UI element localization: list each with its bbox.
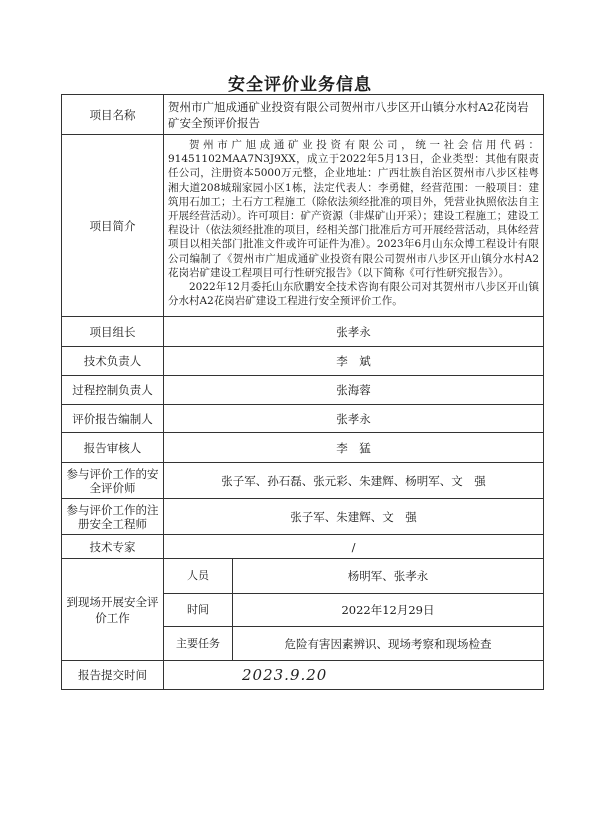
- row-team-leader: [62, 317, 544, 347]
- tech-lead-label: 技术负责人: [62, 347, 164, 376]
- row-tech-expert: [62, 535, 544, 559]
- safety-engineers-value: 张子军、朱建辉、文 强: [164, 499, 544, 535]
- row-project-name: [62, 95, 544, 135]
- row-report-reviewer: [62, 433, 544, 463]
- tech-expert-value: /: [164, 535, 544, 559]
- info-table: [61, 94, 544, 690]
- process-control-label: 过程控制负责人: [62, 376, 164, 405]
- submit-time-value: 2023.9.20: [164, 661, 544, 690]
- row-submit-time: [62, 661, 544, 690]
- safety-engineers-label: 参与评价工作的注册安全工程师: [62, 499, 164, 535]
- tech-expert-label: 技术专家: [62, 535, 164, 559]
- row-process-control: [62, 376, 544, 405]
- submit-time-label: 报告提交时间: [62, 661, 164, 690]
- onsite-personnel-label: 人员: [164, 559, 233, 594]
- row-tech-lead: [62, 347, 544, 376]
- row-report-author: [62, 405, 544, 433]
- row-safety-engineers: [62, 499, 544, 535]
- project-intro-label: 项目简介: [62, 135, 164, 317]
- process-control-value: 张海蓉: [164, 376, 544, 405]
- onsite-time-label: 时间: [164, 594, 233, 627]
- report-reviewer-label: 报告审核人: [62, 433, 164, 463]
- team-leader-label: 项目组长: [62, 317, 164, 347]
- safety-evaluators-label: 参与评价工作的安全评价师: [62, 463, 164, 499]
- onsite-time-value: 2022年12月29日: [233, 594, 544, 627]
- intro-paragraph-2: 2022年12月委托山东欣鹏安全技术咨询有限公司对其贺州市八步区开山镇分水村A2花岗岩矿建设工程进行安全预评价工作。: [168, 281, 539, 308]
- page-title: 安全评价业务信息: [228, 75, 372, 95]
- safety-evaluators-value: 张子军、孙石磊、张元彩、朱建辉、杨明军、文 强: [164, 463, 544, 499]
- onsite-task-value: 危险有害因素辨识、现场考察和现场检查: [233, 627, 544, 661]
- team-leader-value: 张孝永: [164, 317, 544, 347]
- onsite-task-label: 主要任务: [164, 627, 233, 661]
- project-name-value: 贺州市广旭成通矿业投资有限公司贺州市八步区开山镇分水村A2花岗岩矿安全预评价报告: [164, 95, 544, 135]
- intro-paragraph-1: 贺州市广旭成通矿业投资有限公司，统一社会信用代码：91451102MAA7N3J9XX，成立于2022年5月13日，企业类型：其他有限责任公司，注册资本5000万元整，企业地址：广西壮族自治区贺州市八步区桂粤湘大道208城瑞家园小区1栋，法定代表人：李勇健，经营范围：一般项目：建筑用石加工；土石方工程施工（除依法须经批准的项目外，凭营业执照依法自主开展经营活动）。许可项目：矿产资源（非煤矿山开采）；建设工程施工；建设工程设计（依法须经批准的项目，经相关部门批准后方可开展经营活动，具体经营项目以相关部门批准文件或许可证件为准）。2023年6月山东众博工程设计有限公司编制了《贺州市广旭成通矿业投资有限公司贺州市八步区开山镇分水村A2花岗岩矿建设工程项目可行性研究报告》（以下简称《可行性研究报告》）。: [168, 139, 539, 279]
- tech-lead-value: 李 斌: [164, 347, 544, 376]
- row-project-intro: [62, 135, 544, 317]
- onsite-personnel-value: 杨明军、张孝永: [233, 559, 544, 594]
- row-onsite-personnel: [62, 559, 544, 594]
- row-safety-evaluators: [62, 463, 544, 499]
- report-author-label: 评价报告编制人: [62, 405, 164, 433]
- project-intro-body: [164, 135, 544, 317]
- onsite-label: 到现场开展安全评价工作: [62, 559, 164, 661]
- report-reviewer-value: 李 猛: [164, 433, 544, 463]
- report-author-value: 张孝永: [164, 405, 544, 433]
- project-name-label: 项目名称: [62, 95, 164, 135]
